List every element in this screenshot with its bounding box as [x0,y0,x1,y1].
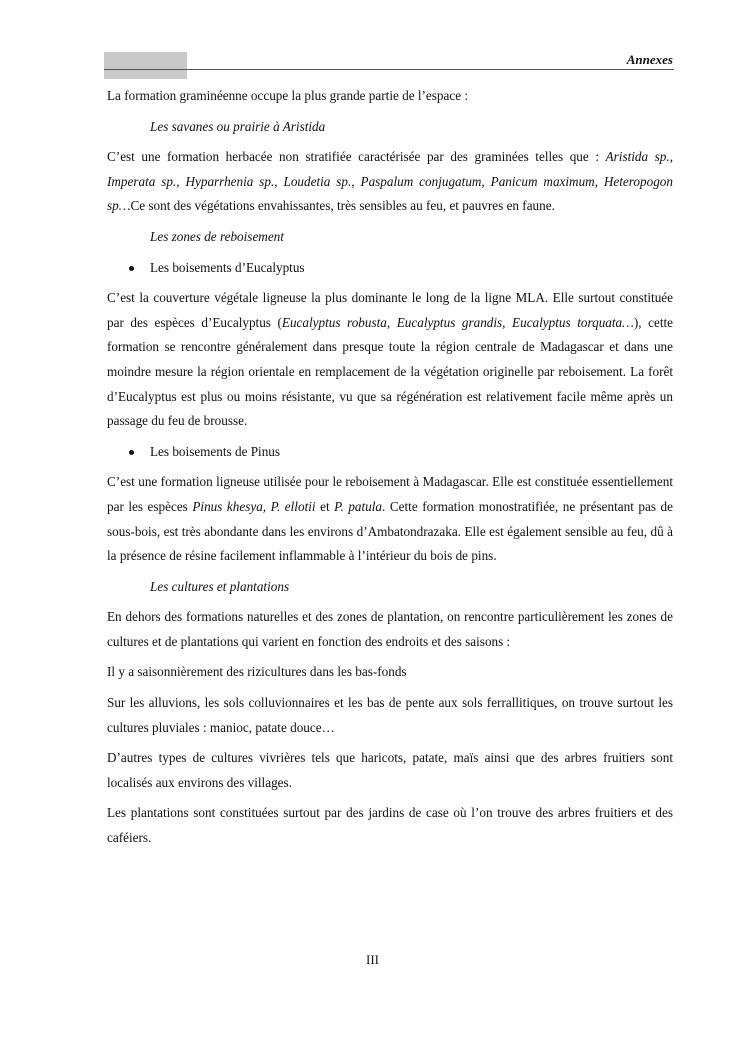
page-number: III [366,952,379,967]
body-paragraph [107,286,673,434]
italic-text: Eucalyptus robusta, Eucalyptus grandis, Eucalyptus torquata… [281,314,634,330]
body-paragraph [107,746,673,795]
text-segment: . Cette formation monostratifiée, ne présentant pas de sous-bois, est très abondante dans les environs d’Ambatondrazaka. Elle est également sensible au feu, dû à la présence de résine facilement inflammable à l’intérieur du bois de pins. [107,498,673,564]
body-paragraph [107,801,673,850]
bullet-icon [129,266,134,271]
text-segment: C’est une formation ligneuse utilisée pour le reboisement à Madagascar. Elle est constituée essentiellement par les espèces [107,474,673,514]
text-segment: Il y a saisonnièrement des rizicultures dans les bas-fonds [107,664,407,680]
text-segment: Les boisements d’Eucalyptus [150,259,305,275]
section-subheading [107,575,673,600]
section-subheading [107,225,673,250]
italic-text: Aristida sp., Imperata sp., Hyparrhenia sp., Loudetia sp., Paspalum conjugatum, Panicum maximum, Heteropogon sp… [107,149,673,214]
italic-text: P. patula [334,498,383,514]
text-segment: Sur les alluvions, les sols colluvionnaires et les bas de pente aux sols ferrallitiques, on trouve surtout les cultures pluviales : manioc, patate douce… [107,695,673,735]
body-paragraph [107,145,673,219]
text-segment: ), cette formation se rencontre généralement dans presque toute la région centrale de Madagascar et dans une moindre mesure la région orientale en remplacement de la végétation originelle par reboisement. La forêt d’Eucalyptus est plus ou moins résistante, vu que sa régénération est relativement facile même après un passage du feu de brousse. [107,314,674,429]
italic-text: Les savanes ou prairie à Aristida [150,118,326,134]
text-segment: C’est la couverture végétale ligneuse la plus dominante le long de la ligne MLA. Elle surtout constituée par des espèces d’Eucalyptus ( [107,290,673,330]
bullet-icon [129,450,134,455]
text-segment: Les boisements de Pinus [150,443,281,459]
body-paragraph [107,470,673,568]
body-paragraph [107,84,673,109]
text-segment: D’autres types de cultures vivrières tels que haricots, patate, maïs ainsi que des arbres fruitiers sont localisés aux environs des villages. [107,750,673,790]
text-segment: La formation graminéenne occupe la plus grande partie de l’espace : [107,88,469,103]
header-gray-box [104,52,187,79]
document-body [107,84,673,857]
bullet-item [107,256,673,281]
text-segment: et [315,498,335,514]
text-segment: C’est une formation herbacée non stratifiée caractérisée par des graminées telles que : [107,149,606,165]
italic-text: Les zones de reboisement [150,228,284,244]
header-title: Annexes [626,52,673,67]
section-subheading [107,115,673,140]
italic-text: Les cultures et plantations [150,578,290,594]
header-rule [104,69,674,70]
text-segment: Les plantations sont constituées surtout par des jardins de case où l’on trouve des arbres fruitiers et des caféiers. [107,805,673,846]
bullet-item [107,440,673,465]
body-paragraph [107,660,673,685]
text-segment: En dehors des formations naturelles et des zones de plantation, on rencontre particulièrement les zones de cultures et de plantations qui varient en fonction des endroits et des saisons : [107,609,673,649]
body-paragraph [107,691,673,740]
text-segment: Ce sont des végétations envahissantes, très sensibles au feu, et pauvres en faune. [130,198,555,214]
italic-text: Pinus khesya, P. ellotii [192,498,316,514]
body-paragraph [107,605,673,654]
